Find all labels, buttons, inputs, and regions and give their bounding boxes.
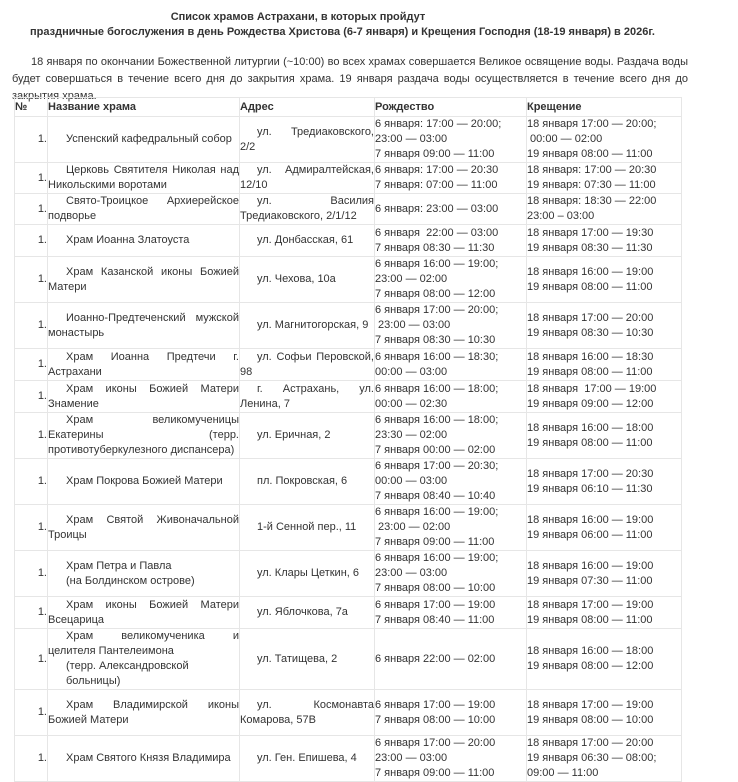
epiphany-service-time: 18 января 17:00 — 20:00;	[527, 118, 657, 130]
christmas-service-time: 7 января 08:00 — 12:00	[375, 288, 496, 300]
row-number: 1.	[15, 163, 48, 194]
epiphany-schedule-cell	[527, 690, 682, 736]
church-name: Храм Владимирской иконы Божией Матери	[48, 698, 239, 726]
church-name-cell	[48, 413, 240, 459]
table-row	[15, 225, 682, 257]
page-title-line-1: Список храмов Астрахани, в которых пройдут	[170, 11, 426, 23]
epiphany-service-time: 19 января 06:00 — 11:00	[527, 528, 653, 541]
epiphany-service-time: 18 января 16:00 — 19:00	[527, 513, 654, 526]
header-address: Адрес	[240, 98, 375, 117]
table-row	[15, 194, 682, 225]
epiphany-service-time: 23:00 – 03:00	[527, 210, 595, 222]
christmas-schedule-cell	[375, 381, 527, 413]
church-address: ул. Софьи Перовской, 98	[240, 350, 374, 378]
christmas-schedule-cell	[375, 117, 527, 163]
table-row	[15, 117, 682, 163]
church-address: ул. Василия Тредиаковского, 2/1/12	[240, 195, 374, 222]
christmas-schedule-cell	[375, 163, 527, 194]
christmas-schedule-cell	[375, 413, 527, 459]
address-cell	[240, 551, 375, 597]
header-epiphany: Крещение	[527, 98, 682, 117]
christmas-service-time: 6 января 16:00 — 19:00;	[375, 506, 499, 518]
epiphany-service-time: 18 января 16:00 — 18:00	[527, 421, 654, 434]
church-name-cell	[48, 505, 240, 551]
epiphany-service-time: 19 января 08:00 — 11:00	[527, 148, 653, 160]
christmas-service-time: 7 января: 07:00 — 11:00	[375, 179, 498, 191]
table-row	[15, 551, 682, 597]
table-row	[15, 413, 682, 459]
christmas-service-time: 23:00 — 03:00	[375, 567, 448, 579]
christmas-service-time: 6 января 17:00 — 20:00	[375, 737, 496, 749]
church-name: Храм Покрова Божией Матери	[66, 475, 223, 487]
address-cell	[240, 505, 375, 551]
christmas-service-time: 6 января: 23:00 — 03:00	[375, 202, 499, 215]
church-name: Храм Иоанна Златоуста	[66, 234, 190, 246]
christmas-service-time: 7 января 09:00 — 11:00	[375, 148, 495, 160]
church-name-cell	[48, 597, 240, 629]
table-row	[15, 459, 682, 505]
church-name-cell	[48, 303, 240, 349]
address-cell	[240, 413, 375, 459]
christmas-service-time: 6 января 16:00 — 18:30;	[375, 350, 499, 363]
christmas-schedule-cell	[375, 349, 527, 381]
epiphany-service-time: 19 января 06:10 — 11:30	[527, 482, 653, 495]
christmas-service-time: 7 января 00:00 — 02:00	[375, 444, 496, 456]
epiphany-service-time: 19 января 09:00 — 12:00	[527, 397, 654, 410]
christmas-schedule-cell	[375, 629, 527, 690]
epiphany-service-time: 19 января 07:30 — 11:00	[527, 574, 653, 587]
church-name-cell	[48, 117, 240, 163]
church-name-cell	[48, 257, 240, 303]
epiphany-service-time: 18 января 17:00 — 19:00	[527, 698, 654, 711]
epiphany-service-time: 18 января 16:00 — 18:00	[527, 645, 654, 657]
christmas-service-time: 23:00 — 02:00	[375, 521, 451, 533]
address-cell	[240, 690, 375, 736]
epiphany-schedule-cell	[527, 736, 682, 782]
epiphany-service-time: 18 января 17:00 — 20:00	[527, 311, 654, 324]
row-number: 1.	[15, 194, 48, 225]
church-name: Храм Иоанна Предтечи г. Астрахани	[48, 350, 239, 378]
epiphany-service-time: 19 января 08:00 — 11:00	[527, 613, 653, 626]
church-address: 1-й Сенной пер., 11	[257, 521, 357, 533]
church-name: Храм Святой Живоначальной Троицы	[48, 513, 239, 541]
epiphany-service-time: 19 января 08:00 — 10:00	[527, 713, 654, 726]
christmas-service-time: 6 января 17:00 — 19:00	[375, 598, 496, 611]
address-cell	[240, 459, 375, 505]
epiphany-schedule-cell	[527, 629, 682, 690]
church-name-cell	[48, 163, 240, 194]
church-address: ул. Адмиралтейская, 12/10	[240, 164, 374, 191]
epiphany-service-time: 18 января 17:00 — 19:00	[527, 598, 654, 611]
christmas-schedule-cell	[375, 736, 527, 782]
christmas-service-time: 6 января 17:00 — 20:30;	[375, 460, 499, 472]
row-number: 1.	[15, 257, 48, 303]
address-cell	[240, 629, 375, 690]
row-number: 1.	[15, 597, 48, 629]
christmas-service-time: 00:00 — 03:00	[375, 475, 448, 487]
address-cell	[240, 381, 375, 413]
address-cell	[240, 163, 375, 194]
christmas-schedule-cell	[375, 303, 527, 349]
church-address: ул. Ген. Епишева, 4	[257, 752, 357, 764]
epiphany-service-time: 00:00 — 02:00	[527, 133, 603, 145]
epiphany-service-time: 19 января 08:00 — 11:00	[527, 365, 653, 378]
church-name: Храм великомученицы Екатерины (терр. противотуберкулезного диспансера)	[48, 414, 239, 456]
row-number: 1.	[15, 117, 48, 163]
christmas-service-time: 7 января 08:40 — 10:40	[375, 490, 496, 502]
christmas-service-time: 23:30 — 02:00	[375, 429, 448, 441]
epiphany-service-time: 19 января 06:30 — 08:00;	[527, 752, 657, 764]
table-row	[15, 505, 682, 551]
church-name-cell	[48, 194, 240, 225]
epiphany-service-time: 19 января: 07:30 — 11:00	[527, 179, 656, 191]
epiphany-service-time: 18 января 17:00 — 19:00	[527, 382, 657, 395]
row-number: 1.	[15, 551, 48, 597]
church-address: ул. Донбасская, 61	[257, 234, 354, 246]
christmas-service-time: 6 января 16:00 — 19:00;	[375, 552, 499, 564]
church-name: Храм иконы Божией Матери Знамение	[48, 382, 239, 410]
intro-paragraph: 18 января по окончании Божественной литургии (~10:00) во всех храмах совершается Великое освящение воды. Раздача воды будет совершаться в течение всего дня до закрытия храма. 19 января раздача воды осуществляется в течение всего дня до закрытия храма.	[12, 56, 688, 102]
church-name-cell	[48, 349, 240, 381]
epiphany-schedule-cell	[527, 194, 682, 225]
epiphany-schedule-cell	[527, 117, 682, 163]
church-name: Храм Петра и Павла	[66, 559, 172, 572]
address-cell	[240, 736, 375, 782]
christmas-service-time: 23:00 — 03:00	[375, 752, 448, 764]
row-number: 1.	[15, 225, 48, 257]
row-number: 1.	[15, 349, 48, 381]
church-name-cell	[48, 736, 240, 782]
address-cell	[240, 349, 375, 381]
epiphany-service-time: 19 января 08:00 — 11:00	[527, 280, 653, 293]
table-row	[15, 381, 682, 413]
address-cell	[240, 597, 375, 629]
christmas-service-time: 6 января 16:00 — 18:00;	[375, 382, 499, 395]
epiphany-schedule-cell	[527, 551, 682, 597]
christmas-service-time: 7 января 09:00 — 11:00	[375, 536, 495, 548]
christmas-service-time: 23:00 — 03:00	[375, 133, 448, 145]
epiphany-schedule-cell	[527, 303, 682, 349]
header-church-name: Название храма	[48, 98, 240, 117]
christmas-service-time: 6 января: 17:00 — 20:30	[375, 164, 499, 176]
church-address: ул. Еричная, 2	[257, 429, 331, 441]
table-body	[15, 117, 682, 782]
row-number: 1.	[15, 381, 48, 413]
table-row	[15, 597, 682, 629]
table-row	[15, 163, 682, 194]
epiphany-schedule-cell	[527, 163, 682, 194]
christmas-service-time: 7 января 09:00 — 11:00	[375, 767, 495, 779]
christmas-service-time: 6 января 16:00 — 18:00;	[375, 414, 499, 426]
epiphany-service-time: 18 января 16:00 — 19:00	[527, 559, 654, 572]
epiphany-service-time: 18 января 16:00 — 19:00	[527, 265, 654, 278]
table-header-row	[15, 98, 682, 117]
church-name-cell	[48, 381, 240, 413]
christmas-schedule-cell	[375, 597, 527, 629]
row-number: 1.	[15, 303, 48, 349]
epiphany-service-time: 18 января: 18:30 — 22:00	[527, 195, 657, 207]
table-row	[15, 303, 682, 349]
address-cell	[240, 194, 375, 225]
christmas-service-time: 7 января 08:30 — 10:30	[375, 334, 496, 346]
church-address: ул. Чехова, 10а	[257, 273, 336, 285]
table-row	[15, 690, 682, 736]
epiphany-schedule-cell	[527, 597, 682, 629]
table-row	[15, 629, 682, 690]
christmas-service-time: 6 января: 17:00 — 20:00;	[375, 118, 502, 130]
church-name: Свято-Троицкое Архиерейское подворье	[48, 195, 239, 222]
church-address: ул. Тредиаковского, 2/2	[240, 125, 374, 153]
church-name-cell	[48, 551, 240, 597]
church-address: ул. Татищева, 2	[257, 652, 338, 665]
christmas-schedule-cell	[375, 257, 527, 303]
church-name: Храм иконы Божией Матери Всецарица	[48, 598, 239, 626]
epiphany-service-time: 19 января 08:30 — 10:30	[527, 326, 654, 339]
church-name-note: (терр. Александровской больницы)	[66, 660, 189, 687]
address-cell	[240, 225, 375, 257]
christmas-service-time: 6 января 17:00 — 19:00	[375, 698, 496, 711]
epiphany-service-time: 09:00 — 11:00	[527, 767, 599, 779]
christmas-service-time: 23:00 — 02:00	[375, 273, 448, 285]
christmas-service-time: 6 января 22:00 — 02:00	[375, 652, 496, 665]
epiphany-service-time: 18 января 17:00 — 20:00	[527, 737, 654, 749]
epiphany-schedule-cell	[527, 413, 682, 459]
church-address: ул. Космонавта Комарова, 57В	[240, 698, 374, 726]
church-name-cell	[48, 629, 240, 690]
epiphany-service-time: 18 января: 17:00 — 20:30	[527, 164, 657, 176]
christmas-schedule-cell	[375, 690, 527, 736]
churches-schedule-table	[14, 97, 682, 782]
church-address: ул. Магнитогорская, 9	[257, 319, 369, 331]
church-name: Храм Святого Князя Владимира	[66, 752, 231, 764]
christmas-service-time: 00:00 — 03:00	[375, 365, 448, 378]
epiphany-schedule-cell	[527, 257, 682, 303]
table-row	[15, 349, 682, 381]
row-number: 1.	[15, 736, 48, 782]
church-address: ул. Клары Цеткин, 6	[257, 567, 360, 579]
church-name-cell	[48, 225, 240, 257]
christmas-schedule-cell	[375, 194, 527, 225]
christmas-service-time: 7 января 08:00 — 10:00	[375, 713, 496, 726]
christmas-schedule-cell	[375, 225, 527, 257]
christmas-service-time: 6 января 17:00 — 20:00;	[375, 304, 499, 316]
epiphany-schedule-cell	[527, 349, 682, 381]
church-address: пл. Покровская, 6	[257, 475, 348, 487]
table-row	[15, 257, 682, 303]
church-name: Храм Казанской иконы Божией Матери	[48, 265, 239, 293]
epiphany-service-time: 18 января 16:00 — 18:30	[527, 350, 654, 363]
epiphany-schedule-cell	[527, 381, 682, 413]
row-number: 1.	[15, 505, 48, 551]
christmas-service-time: 00:00 — 02:30	[375, 397, 448, 410]
church-name: Иоанно-Предтеченский мужской монастырь	[48, 311, 239, 339]
epiphany-service-time: 18 января 17:00 — 20:30	[527, 467, 654, 480]
church-name-cell	[48, 459, 240, 505]
header-christmas: Рождество	[375, 98, 527, 117]
christmas-schedule-cell	[375, 459, 527, 505]
church-name: Храм великомученика и целителя Пантелеимона	[48, 630, 239, 657]
church-name-cell	[48, 690, 240, 736]
christmas-service-time: 7 января 08:30 — 11:30	[375, 241, 495, 254]
church-name: Успенский кафедральный собор	[66, 133, 232, 145]
church-name-note: (на Болдинском острове)	[66, 574, 195, 587]
table-row	[15, 736, 682, 782]
row-number: 1.	[15, 690, 48, 736]
christmas-service-time: 7 января 08:40 — 11:00	[375, 613, 495, 626]
christmas-schedule-cell	[375, 551, 527, 597]
church-address: г. Астрахань, ул. Ленина, 7	[240, 382, 374, 410]
epiphany-schedule-cell	[527, 225, 682, 257]
church-address: ул. Яблочкова, 7а	[257, 606, 348, 618]
page-title-line-2: праздничные богослужения в день Рождества Христова (6-7 января) и Крещения Господня (18-19 января) в 2026г.	[30, 26, 655, 38]
epiphany-schedule-cell	[527, 459, 682, 505]
address-cell	[240, 257, 375, 303]
row-number: 1.	[15, 413, 48, 459]
address-cell	[240, 117, 375, 163]
row-number: 1.	[15, 459, 48, 505]
christmas-service-time: 23:00 — 03:00	[375, 319, 451, 331]
christmas-schedule-cell	[375, 505, 527, 551]
epiphany-service-time: 18 января 17:00 — 19:30	[527, 226, 654, 239]
address-cell	[240, 303, 375, 349]
row-number: 1.	[15, 629, 48, 690]
header-number: №	[15, 98, 48, 117]
church-name: Церковь Святителя Николая над Никольскими воротами	[48, 164, 239, 191]
epiphany-schedule-cell	[527, 505, 682, 551]
epiphany-service-time: 19 января 08:30 — 11:30	[527, 241, 653, 254]
epiphany-service-time: 19 января 08:00 — 11:00	[527, 436, 653, 449]
christmas-service-time: 7 января 08:00 — 10:00	[375, 582, 496, 594]
christmas-service-time: 6 января 22:00 — 03:00	[375, 226, 499, 239]
christmas-service-time: 6 января 16:00 — 19:00;	[375, 258, 499, 270]
epiphany-service-time: 19 января 08:00 — 12:00	[527, 660, 654, 672]
